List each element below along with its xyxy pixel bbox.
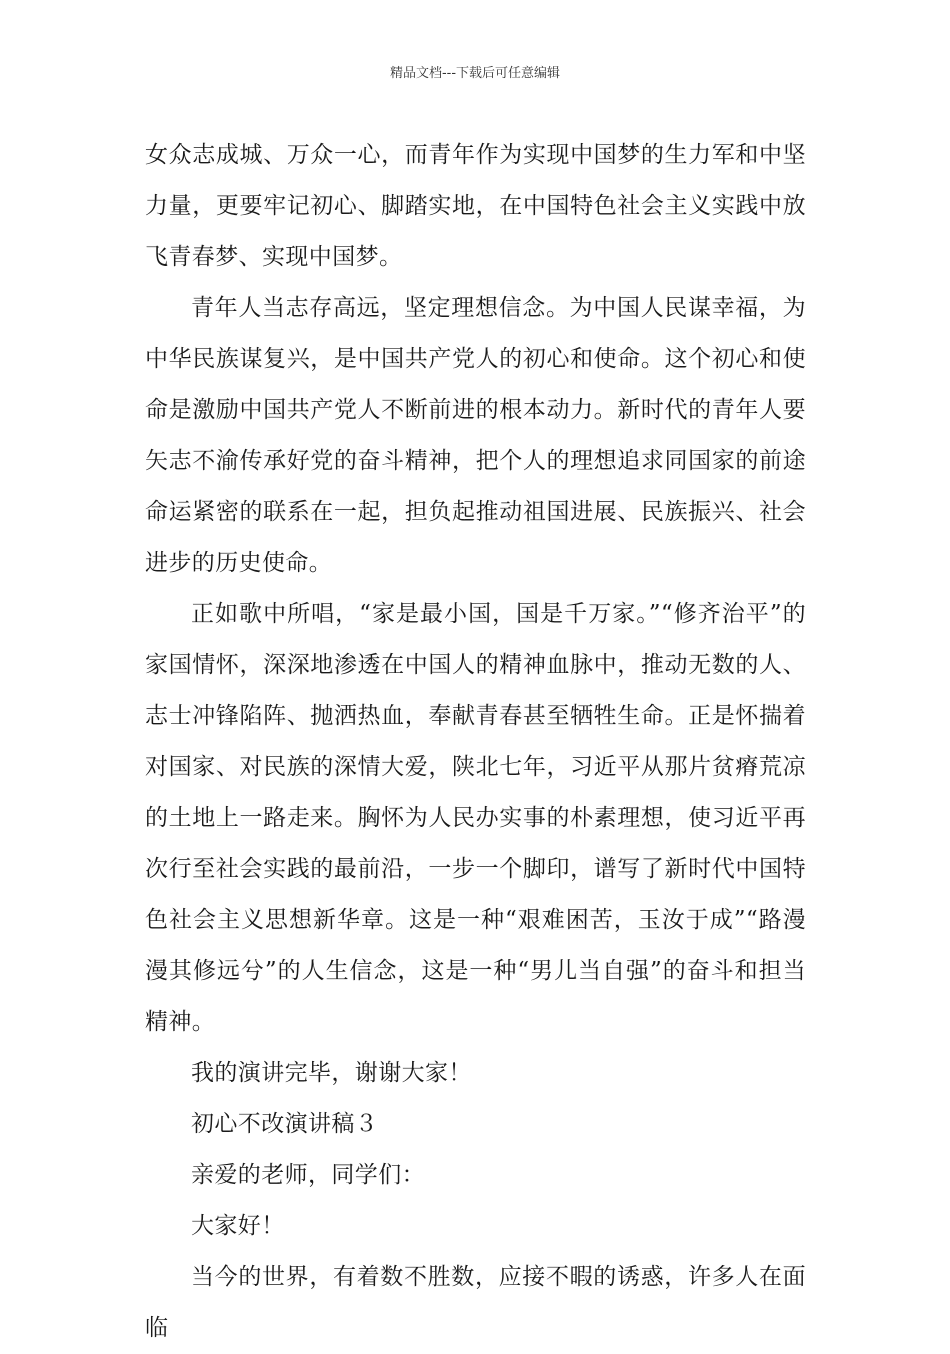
paragraph-opening: 当今的世界，有着数不胜数，应接不暇的诱惑，许多人在面临 [145, 1264, 806, 1341]
paragraph-closing: 我的演讲完毕，谢谢大家！ [191, 1060, 472, 1086]
page-header: 精品文档---下载后可任意编辑 [389, 66, 561, 81]
greeting: 大家好！ [191, 1213, 285, 1239]
salutation: 亲爱的老师，同学们： [191, 1162, 425, 1188]
document-body [145, 130, 806, 1354]
paragraph-ideals: 青年人当志存高远，坚定理想信念。为中国人民谋幸福，为中华民族谋复兴，是中国共产党人的初心和使命。这个初心和使命是激励中国共产党人不断前进的根本动力。新时代的青年人要矢志不渝传承好党的奋斗精神，把个人的理想追求同国家的前途命运紧密的联系在一起，担负起推动祖国进展、民族振兴、社会进步的历史使命。 [145, 295, 806, 576]
paragraph-continuation: 女众志成城、万众一心，而青年作为实现中国梦的生力军和中坚力量，更要牢记初心、脚踏实地，在中国特色社会主义实践中放飞青春梦、实现中国梦。 [145, 142, 806, 270]
section-title: 初心不改演讲稿３ [191, 1111, 379, 1137]
paragraph-family-nation: 正如歌中所唱，“家是最小国，国是千万家。”“修齐治平”的家国情怀，深深地渗透在中国人的精神血脉中，推动无数的人、志士冲锋陷阵、抛洒热血，奉献青春甚至牺牲生命。正是怀揣着对国家、对民族的深情大爱，陕北七年，习近平从那片贫瘠荒凉的土地上一路走来。胸怀为人民办实事的朴素理想，使习近平再次行至社会实践的最前沿，一步一个脚印，谱写了新时代中国特色社会主义思想新华章。这是一种“艰难困苦，玉汝于成”“路漫漫其修远兮”的人生信念，这是一种“男儿当自强”的奋斗和担当精神。 [145, 601, 806, 1035]
